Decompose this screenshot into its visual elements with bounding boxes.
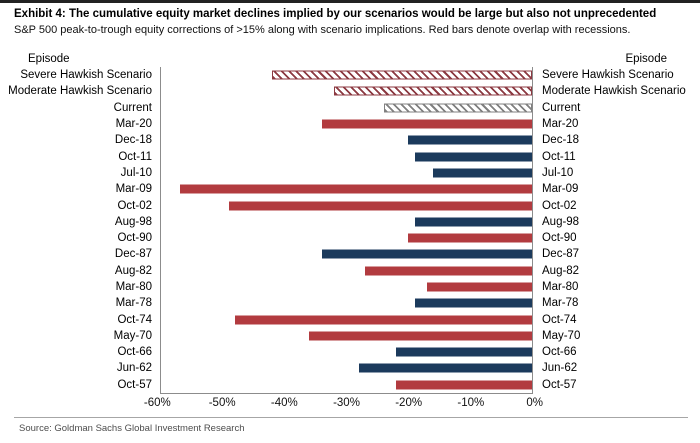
episode-label-right: Aug-82	[542, 264, 580, 277]
episode-row-jun-62	[0, 360, 700, 376]
episode-row-mar-78	[0, 295, 700, 311]
episode-label-right: Mar-09	[542, 183, 579, 196]
episode-label-left: Dec-18	[114, 134, 152, 147]
episode-label-right: Current	[542, 101, 581, 114]
plot-cell	[160, 246, 533, 262]
episode-label-left: Aug-98	[114, 215, 152, 228]
episode-label-right: Oct-11	[542, 150, 576, 163]
episode-label-left: Mar-20	[115, 118, 152, 131]
source-text: Source: Goldman Sachs Global Investment Research	[19, 423, 245, 434]
episode-label-right: Jul-10	[542, 166, 574, 179]
episode-label-left: May-70	[113, 329, 152, 342]
x-axis-spacer	[0, 393, 160, 412]
chart-subtitle: S&P 500 peak-to-trough equity corrections of >15% along with scenario implications. Red bars denote overlap with recessions.	[14, 24, 631, 36]
episode-label-right: Mar-20	[542, 118, 579, 131]
episode-row-oct-90	[0, 230, 700, 246]
bar-oct-02	[229, 201, 532, 210]
plot-cell	[160, 360, 533, 376]
episode-row-mar-80	[0, 279, 700, 295]
episode-row-mar-20	[0, 116, 700, 132]
episode-label-right: Oct-02	[542, 199, 577, 212]
chart-rows	[0, 67, 700, 393]
bar-may-70	[309, 331, 532, 340]
episode-row-aug-82	[0, 263, 700, 279]
plot-cell	[160, 100, 533, 116]
bar-mar-09	[180, 185, 532, 194]
episode-label-right: Severe Hawkish Scenario	[542, 69, 674, 82]
bar-aug-82	[365, 266, 532, 275]
episode-row-aug-98	[0, 214, 700, 230]
plot-cell	[160, 328, 533, 344]
episode-label-left: Oct-74	[117, 313, 152, 326]
episode-row-mar-09	[0, 181, 700, 197]
plot-cell	[160, 116, 533, 132]
episode-label-right: Moderate Hawkish Scenario	[542, 85, 686, 98]
episode-label-left: Mar-78	[115, 297, 152, 310]
bar-aug-98	[415, 217, 532, 226]
bar-dec-18	[408, 136, 532, 145]
x-tick-10: -10%	[457, 396, 485, 409]
episode-label-left: Oct-11	[118, 150, 152, 163]
x-axis-ticks	[143, 393, 543, 412]
episode-label-right: Aug-98	[542, 215, 580, 228]
episode-label-left: Jun-62	[116, 362, 152, 375]
bar-dec-87	[322, 250, 532, 259]
episode-row-may-70	[0, 328, 700, 344]
x-tick-20: -20%	[395, 396, 423, 409]
plot-cell	[160, 311, 533, 327]
episode-label-left: Oct-66	[117, 346, 152, 359]
episode-label-left: Dec-87	[114, 248, 152, 261]
episode-label-right: Jun-62	[542, 362, 578, 375]
plot-cell	[160, 279, 533, 295]
bar-moderate-hawkish-scenario	[334, 87, 532, 96]
episode-row-oct-66	[0, 344, 700, 360]
plot-cell	[160, 148, 533, 164]
episode-header-right: Episode	[625, 53, 667, 65]
bar-oct-11	[415, 152, 532, 161]
episode-label-left: Oct-57	[117, 378, 152, 391]
bar-current	[384, 103, 532, 112]
footer-divider	[14, 417, 688, 418]
episode-row-severe-hawkish-scenario	[0, 67, 700, 83]
episode-label-right: Oct-66	[542, 346, 577, 359]
episode-label-left: Mar-09	[115, 183, 152, 196]
bar-mar-80	[427, 283, 532, 292]
plot-cell	[160, 377, 533, 393]
episode-row-current	[0, 100, 700, 116]
bar-jul-10	[433, 168, 532, 177]
plot-cell	[160, 165, 533, 181]
x-tick-60: -60%	[143, 396, 171, 409]
episode-row-dec-87	[0, 246, 700, 262]
x-axis-right-spacer	[533, 393, 700, 412]
x-axis-row	[0, 393, 700, 412]
episode-label-left: Oct-02	[117, 199, 152, 212]
episode-label-left: Current	[113, 101, 152, 114]
plot-cell	[160, 197, 533, 213]
x-tick-0: 0%	[526, 396, 543, 409]
bar-oct-57	[396, 380, 532, 389]
episode-label-left: Severe Hawkish Scenario	[20, 69, 152, 82]
episode-row-oct-02	[0, 197, 700, 213]
episode-row-dec-18	[0, 132, 700, 148]
plot-cell	[160, 83, 533, 99]
bar-mar-20	[322, 120, 532, 129]
episode-label-left: Moderate Hawkish Scenario	[8, 85, 152, 98]
episode-label-right: Dec-18	[542, 134, 580, 147]
episode-row-oct-74	[0, 311, 700, 327]
plot-cell	[160, 344, 533, 360]
bar-severe-hawkish-scenario	[272, 71, 532, 80]
plot-cell	[160, 67, 533, 83]
bar-oct-66	[396, 348, 532, 357]
plot-cell	[160, 214, 533, 230]
bar-oct-74	[235, 315, 532, 324]
plot-cell	[160, 263, 533, 279]
plot-cell	[160, 132, 533, 148]
episode-label-right: Dec-87	[542, 248, 580, 261]
x-tick-30: -30%	[333, 396, 360, 409]
bar-mar-78	[415, 299, 532, 308]
plot-cell	[160, 230, 533, 246]
episode-label-right: Oct-90	[542, 232, 577, 245]
bar-oct-90	[408, 234, 532, 243]
episode-row-jul-10	[0, 165, 700, 181]
episode-row-oct-11	[0, 148, 700, 164]
episode-label-right: Oct-74	[542, 313, 577, 326]
episode-label-right: Mar-80	[542, 281, 579, 293]
episode-header-left: Episode	[28, 53, 70, 65]
episode-label-left: Oct-90	[117, 232, 152, 245]
episode-header-row	[0, 51, 700, 67]
plot-cell	[160, 295, 533, 311]
episode-row-moderate-hawkish-scenario	[0, 83, 700, 99]
x-tick-50: -50%	[208, 396, 236, 409]
bar-chart	[0, 51, 700, 412]
episode-label-right: Mar-78	[542, 297, 579, 310]
chart-title: Exhibit 4: The cumulative equity market declines implied by our scenarios would be large but also not unprecedented	[14, 8, 657, 20]
episode-label-left: Aug-82	[114, 264, 152, 277]
episode-row-oct-57	[0, 377, 700, 393]
x-tick-40: -40%	[270, 396, 298, 409]
plot-cell	[160, 181, 533, 197]
episode-label-left: Mar-80	[115, 281, 152, 293]
bar-jun-62	[359, 364, 532, 373]
episode-label-right: May-70	[542, 329, 581, 342]
episode-label-right: Oct-57	[542, 378, 577, 391]
episode-label-left: Jul-10	[120, 166, 152, 179]
